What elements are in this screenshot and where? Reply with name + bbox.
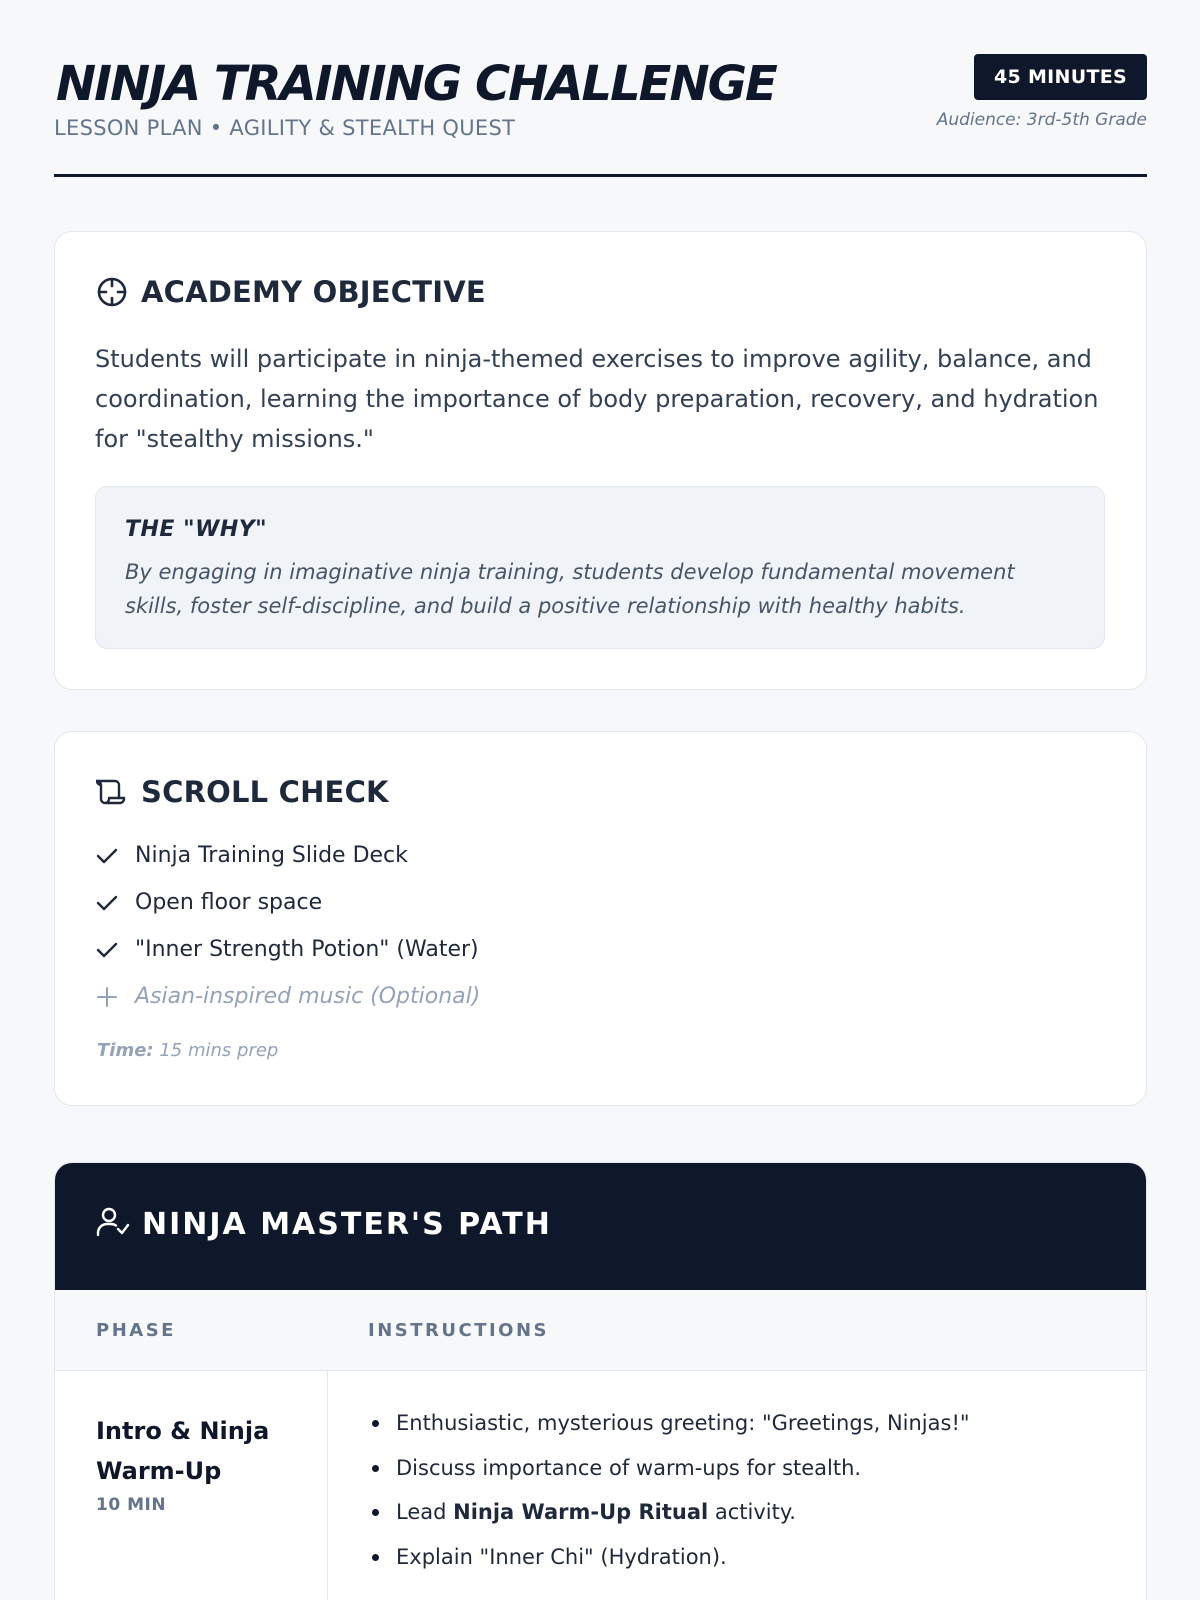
page-title: NINJA TRAINING CHALLENGE: [56, 56, 776, 112]
prep-time-label: Time:: [97, 1040, 154, 1061]
master-path-heading: [96, 1205, 552, 1243]
check-icon: [95, 891, 135, 915]
instruction-text: Enthusiastic, mysterious greeting: "Greetings, Ninjas!": [396, 1411, 970, 1435]
instruction-item: [368, 1401, 1108, 1446]
user-check-icon: [96, 1205, 130, 1243]
instruction-text: Explain "Inner Chi" (Hydration).: [396, 1544, 727, 1569]
instruction-item: [368, 1535, 1108, 1580]
objective-heading-text: ACADEMY OBJECTIVE: [141, 275, 486, 309]
page-header: [54, 0, 1147, 177]
phase-name: Intro & Ninja Warm-Up: [96, 1417, 270, 1485]
checklist-item-label: Open floor space: [135, 890, 323, 915]
instruction-text: Lead: [396, 1500, 454, 1524]
scroll-icon: [95, 775, 129, 809]
materials-checklist: [95, 832, 995, 1020]
table-header-row: [55, 1290, 1146, 1371]
crosshair-icon: [95, 275, 129, 309]
checklist-item-optional: [95, 973, 995, 1020]
prep-time-value: 15 mins prep: [159, 1040, 279, 1061]
audience-label: Audience: 3rd-5th Grade: [936, 110, 1147, 130]
instruction-text: Discuss importance of warm-ups for stealth.: [396, 1455, 862, 1480]
lesson-plan-page: [54, 0, 1147, 1569]
master-path-card: [54, 1162, 1147, 1600]
instruction-text: activity.: [708, 1500, 796, 1524]
why-text: By engaging in imaginative ninja training, students develop fundamental movement skills, foster self-discipline, and build a positive relationship with healthy habits.: [125, 560, 1015, 618]
scroll-check-heading-text: SCROLL CHECK: [141, 775, 389, 809]
checklist-item: [95, 926, 995, 973]
objective-heading: [95, 275, 486, 309]
check-icon: [95, 844, 135, 868]
instruction-activity-name: Ninja Warm-Up Ritual: [453, 1500, 709, 1524]
instruction-list: [368, 1401, 1108, 1579]
master-path-header: [55, 1163, 1146, 1290]
why-callout: [95, 486, 1105, 649]
column-header-instructions: INSTRUCTIONS: [368, 1320, 549, 1341]
table-row: [55, 1371, 1146, 1600]
phase-duration: 10 MIN: [96, 1495, 167, 1515]
duration-badge: 45 MINUTES: [974, 54, 1147, 100]
scroll-check-heading: [95, 775, 389, 809]
checklist-item-label: Asian-inspired music (Optional): [135, 984, 481, 1009]
column-divider: [327, 1371, 328, 1600]
column-header-phase: PHASE: [96, 1320, 176, 1341]
instruction-item: [368, 1490, 1108, 1535]
master-path-heading-text: NINJA MASTER'S PATH: [142, 1206, 552, 1242]
why-title: THE "WHY": [125, 517, 268, 542]
page-subtitle: LESSON PLAN • AGILITY & STEALTH QUEST: [54, 116, 516, 140]
prep-time: [97, 1040, 278, 1061]
plus-icon: [95, 985, 135, 1009]
objective-body: Students will participate in ninja-themed exercises to improve agility, balance, and coordination, learning the importance of body preparation, recovery, and hydration for "stealthy missions.": [95, 345, 1099, 453]
checklist-item-label: Ninja Training Slide Deck: [135, 843, 408, 868]
instruction-item: [368, 1446, 1108, 1491]
checklist-item-label: "Inner Strength Potion" (Water): [135, 937, 479, 962]
checklist-item: [95, 832, 995, 879]
check-icon: [95, 938, 135, 962]
checklist-item: [95, 879, 995, 926]
